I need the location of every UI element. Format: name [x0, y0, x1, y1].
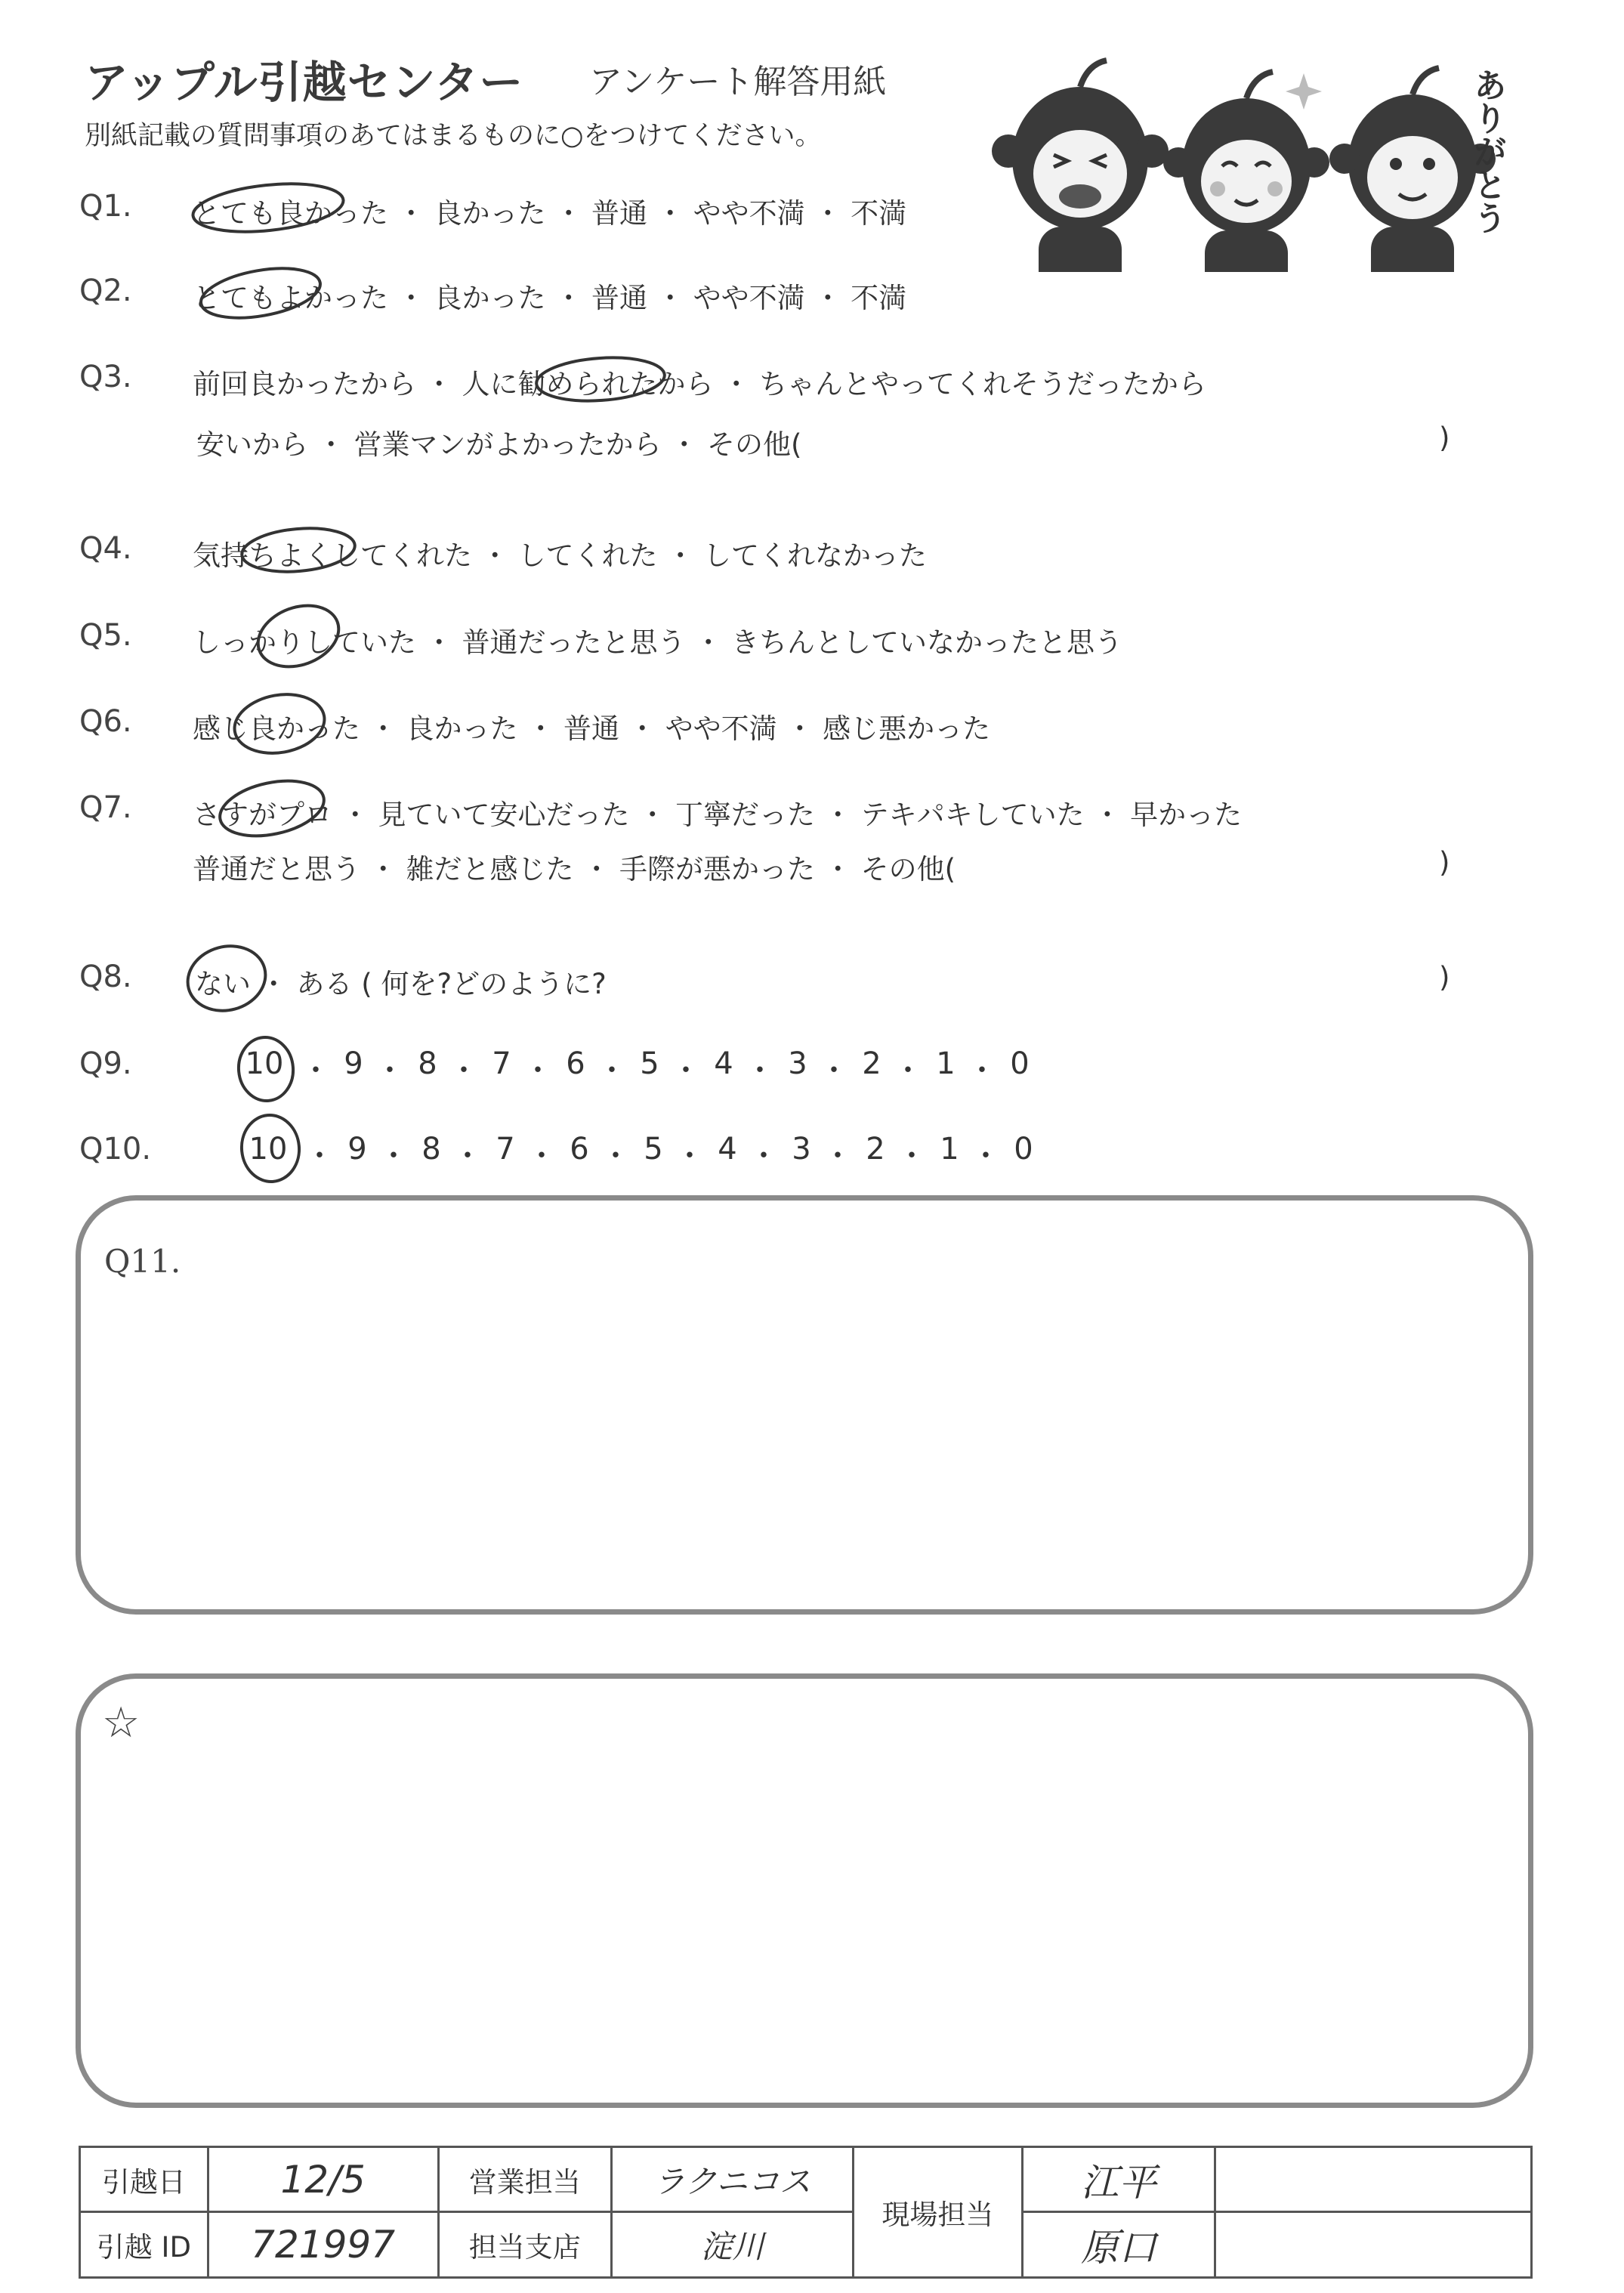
q8-label: Q8. — [79, 960, 132, 994]
q9-option[interactable]: 5 — [640, 1046, 659, 1081]
q9-option[interactable]: 3 — [788, 1046, 807, 1081]
q3-options-line1[interactable]: 前回良かったから ・ 人に勧められたから ・ ちゃんとやってくれそうだったから — [193, 368, 1207, 400]
move-date-label: 引越日 — [80, 2147, 208, 2212]
q9-option[interactable]: 1 — [936, 1046, 956, 1081]
q4-circle-mark — [240, 524, 357, 576]
q5-circle-mark — [249, 595, 347, 677]
form-title: アップル引越センター — [85, 57, 524, 108]
q6-options[interactable]: 感じ良かった ・ 良かった ・ 普通 ・ やや不満 ・ 感じ悪かった — [193, 712, 991, 745]
q9-option[interactable]: 4 — [714, 1046, 733, 1081]
q9-circle-mark — [236, 1035, 295, 1103]
q11-comment-box[interactable] — [76, 1195, 1533, 1615]
q9-separator: ・ — [375, 1053, 405, 1088]
q3-options-line2[interactable]: 安いから ・ 営業マンがよかったから ・ その他( — [196, 428, 802, 461]
q10-separator: ・ — [378, 1139, 409, 1173]
q10-separator: ・ — [823, 1139, 853, 1173]
instruction-text: 別紙記載の質問事項のあてはまるものに○をつけてください。 — [85, 121, 822, 151]
q3-circle-mark — [535, 354, 665, 405]
q11-label: Q11. — [104, 1243, 181, 1280]
q1-label: Q1. — [79, 189, 132, 224]
q9-separator: ・ — [671, 1053, 701, 1088]
branch-label: 担当支店 — [438, 2212, 612, 2278]
q8-circle-mark — [181, 938, 273, 1019]
q9-separator: ・ — [449, 1053, 479, 1088]
q8-close-paren: ) — [1439, 961, 1450, 994]
q10-separator: ・ — [526, 1139, 557, 1173]
q3-label: Q3. — [79, 360, 132, 394]
move-id-label: 引越 ID — [80, 2212, 208, 2278]
q8-options[interactable]: ない ・ ある ( 何を?どのように? — [195, 968, 607, 1000]
q9-option[interactable]: 8 — [418, 1046, 437, 1081]
thank-you-text: ありがとう — [1468, 68, 1506, 234]
q10-option[interactable]: 6 — [570, 1132, 589, 1167]
star-icon: ☆ — [102, 1698, 140, 1748]
q9-separator: ・ — [301, 1053, 331, 1088]
site-rep-value-2[interactable]: 原口 — [1023, 2212, 1215, 2278]
q2-label: Q2. — [79, 273, 132, 308]
q10-option[interactable]: 9 — [347, 1132, 367, 1167]
empty-cell[interactable] — [1215, 2212, 1531, 2278]
q10-label: Q10. — [79, 1132, 152, 1167]
q9-separator: ・ — [819, 1053, 849, 1088]
empty-cell[interactable] — [1215, 2147, 1531, 2212]
q7-circle-mark — [215, 772, 329, 845]
q4-options[interactable]: 気持ちよくしてくれた ・ してくれた ・ してくれなかった — [193, 539, 928, 572]
q10-option[interactable]: 2 — [866, 1132, 885, 1167]
move-date-value[interactable]: 12/5 — [208, 2147, 438, 2212]
q9-option[interactable]: 10 — [245, 1046, 284, 1081]
q10-separator: ・ — [304, 1139, 335, 1173]
q9-separator: ・ — [967, 1053, 997, 1088]
branch-value[interactable]: 淀川 — [612, 2212, 853, 2278]
q9-option[interactable]: 2 — [862, 1046, 881, 1081]
q9-label: Q9. — [79, 1046, 132, 1081]
q10-option[interactable]: 10 — [249, 1132, 288, 1167]
q10-option[interactable]: 3 — [792, 1132, 811, 1167]
q10-separator: ・ — [452, 1139, 483, 1173]
q10-separator: ・ — [675, 1139, 705, 1173]
q10-separator: ・ — [749, 1139, 779, 1173]
form-subtitle: アンケート解答用紙 — [589, 63, 887, 101]
q10-option[interactable]: 7 — [496, 1132, 515, 1167]
q7-label: Q7. — [79, 790, 132, 825]
q5-label: Q5. — [79, 618, 132, 653]
q7-close-paren: ) — [1439, 846, 1450, 879]
q10-option[interactable]: 8 — [421, 1132, 441, 1167]
footer-info-table — [79, 2146, 1533, 2279]
q7-options-line2[interactable]: 普通だと思う ・ 雑だと感じた ・ 手際が悪かった ・ その他( — [193, 853, 956, 885]
q9-option[interactable]: 9 — [344, 1046, 363, 1081]
q5-options[interactable]: しっかりしていた ・ 普通だったと思う ・ きちんとしていなかったと思う — [193, 626, 1123, 659]
q1-options[interactable]: とても良かった ・ 良かった ・ 普通 ・ やや不満 ・ 不満 — [193, 197, 907, 230]
star-comment-box[interactable] — [76, 1673, 1533, 2108]
q9-separator: ・ — [523, 1053, 553, 1088]
move-id-value[interactable]: 721997 — [208, 2212, 438, 2278]
q4-label: Q4. — [79, 531, 132, 566]
q3-close-paren: ) — [1439, 422, 1450, 454]
site-rep-label: 現場担当 — [853, 2147, 1023, 2278]
q9-option[interactable]: 6 — [566, 1046, 585, 1081]
q6-label: Q6. — [79, 704, 132, 739]
q10-option[interactable]: 1 — [940, 1132, 959, 1167]
q1-circle-mark — [190, 178, 345, 239]
q7-options-line1[interactable]: さすがプロ ・ 見ていて安心だった ・ 丁寧だった ・ テキパキしていた ・ 早かった — [193, 799, 1243, 831]
q10-separator: ・ — [601, 1139, 631, 1173]
q9-separator: ・ — [597, 1053, 627, 1088]
q9-separator: ・ — [745, 1053, 775, 1088]
q2-circle-mark — [197, 261, 324, 326]
q10-separator: ・ — [897, 1139, 927, 1173]
q9-option[interactable]: 0 — [1010, 1046, 1030, 1081]
sales-rep-value[interactable]: ラクニコス — [612, 2147, 853, 2212]
q9-option[interactable]: 7 — [492, 1046, 511, 1081]
sales-rep-label: 営業担当 — [438, 2147, 612, 2212]
q10-option[interactable]: 4 — [718, 1132, 737, 1167]
site-rep-value-1[interactable]: 江平 — [1023, 2147, 1215, 2212]
q10-separator: ・ — [971, 1139, 1001, 1173]
q10-circle-mark — [239, 1113, 301, 1184]
q6-circle-mark — [230, 688, 329, 760]
q10-option[interactable]: 0 — [1014, 1132, 1033, 1167]
q2-options[interactable]: とてもよかった ・ 良かった ・ 普通 ・ やや不満 ・ 不満 — [193, 282, 907, 314]
q9-separator: ・ — [893, 1053, 923, 1088]
q10-option[interactable]: 5 — [644, 1132, 663, 1167]
